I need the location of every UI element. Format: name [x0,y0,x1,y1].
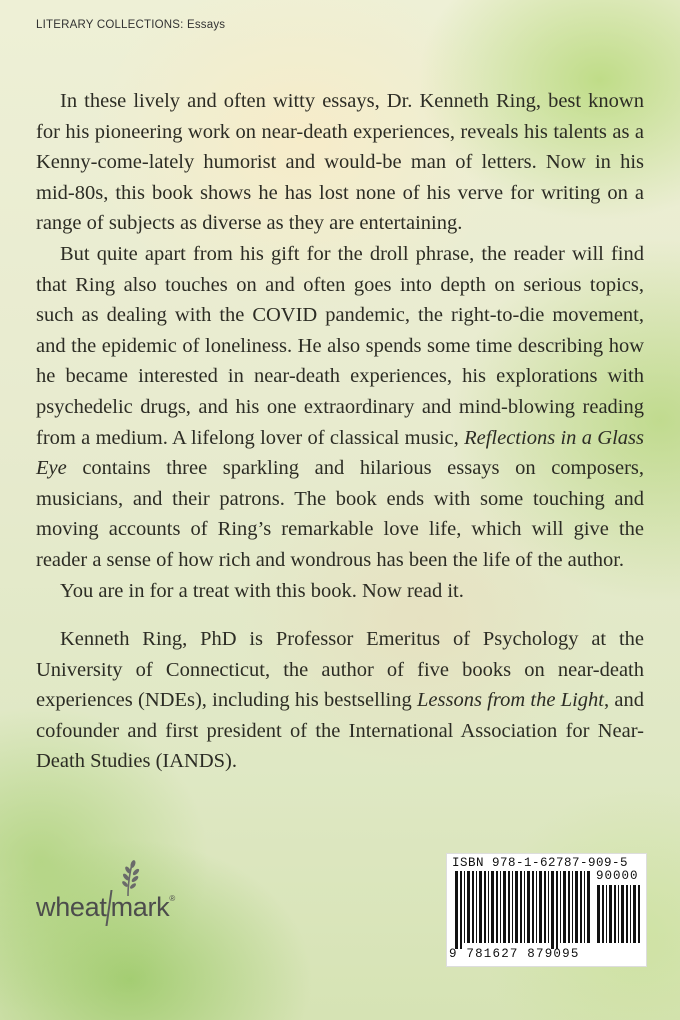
barcode-bar [572,871,573,943]
barcode-bar [515,871,518,943]
barcode-bar [460,871,462,949]
barcode-bar [587,871,590,943]
barcode-bar [544,871,546,943]
book-description [36,86,644,606]
category-label: LITERARY COLLECTIONS: Essays [36,19,226,31]
barcode-addon-bars [597,885,643,949]
barcode-bar [568,871,570,943]
barcode-bar [512,871,513,943]
author-book-title-italic: Lessons from the Light [416,689,604,712]
barcode-bar [638,885,640,943]
description-paragraph-3: You are in for a treat with this book. Now read it. [60,579,464,602]
barcode-bar [630,885,631,943]
barcode-bar [508,871,510,943]
barcode-bar [467,871,470,943]
barcode-bars [455,871,593,949]
wordmark-left: wheat [36,892,107,922]
description-paragraph-2 [36,239,644,576]
barcode-bar [584,871,585,943]
description-paragraph-1: In these lively and often witty essays, Dr. Kenneth Ring, best known for his pioneering work on near-death experiences, reveals his talents as a Kenny-come-lately humorist and would-be man of letters. Now in his mid-80s, this book shows he has lost none of his verve for writing on a range of subjects as diverse as they are entertaining. [36,90,644,235]
barcode-bar [476,871,477,943]
barcode-bar [621,885,624,943]
price-code: 90000 [596,869,639,883]
barcode-bar [602,885,604,943]
barcode-bar [614,885,616,943]
barcode-bar [580,871,582,943]
registered-mark: ® [169,894,175,903]
barcode-bar [556,871,558,949]
author-bio-start: Kenneth Ring, PhD is Professor Emeritus of Psychology at the University of Connecticut, the author of five books on near-death experiences (NDEs), including his bestselling [36,628,644,712]
barcode-bar [479,871,482,943]
barcode-bar [633,885,636,943]
barcode-bar [575,871,578,943]
author-bio [36,624,644,777]
barcode-bar [548,871,549,943]
barcode-bar [496,871,498,943]
barcode-bar [609,885,612,943]
barcode-bar [484,871,486,943]
barcode-bar [520,871,522,943]
author-bio-paragraph [36,624,644,777]
barcode-bar [551,871,554,949]
barcode-bar [500,871,501,943]
barcode-bar [536,871,537,943]
isbn-barcode [446,853,647,967]
barcode-bar [539,871,542,943]
isbn-digits: 9 781627 879095 [449,947,580,961]
barcode-bar [560,871,561,943]
barcode-bar [524,871,525,943]
isbn-label: ISBN 978-1-62787-909-5 [452,856,629,870]
barcode-bar [455,871,458,949]
barcode-bar [491,871,494,943]
author-bio-end: , and cofounder and first president of the International Association for Near-Death Studies (IANDS). [36,689,644,773]
description-paragraph-2-start: But quite apart from his gift for the droll phrase, the reader will find that Ring also touches on and often goes into depth on serious topics, such as dealing with the COVID pandemic, the right-to-die movement, and the epidemic of loneliness. He also spends some time describing how he became interested in near-death experiences, his explorations with psychedelic drugs, and his one extraordinary and mind-blowing reading from a medium. A lifelong lover of classical music, [36,242,644,449]
barcode-bar [503,871,506,943]
description-paragraph-2-end: contains three sparkling and hilarious essays on composers, musicians, and their patrons. The book ends with some touching and moving accounts of Ring’s remarkable love life, which will give the reader a sense of how rich and wondrous has been the life of the author. [36,457,644,571]
barcode-bar [532,871,534,943]
barcode-bar [563,871,566,943]
barcode-bar [626,885,628,943]
publisher-logo [36,860,196,930]
barcode-bar [527,871,530,943]
wordmark-right: mark [110,892,170,922]
barcode-bar [472,871,474,943]
barcode-bar [606,885,607,943]
book-title-italic: Reflections in a Glass Eye [36,426,645,480]
barcode-bar [488,871,489,943]
barcode-bar [464,871,465,943]
barcode-bar [597,885,600,943]
publisher-wordmark [36,890,175,926]
barcode-bar [618,885,619,943]
